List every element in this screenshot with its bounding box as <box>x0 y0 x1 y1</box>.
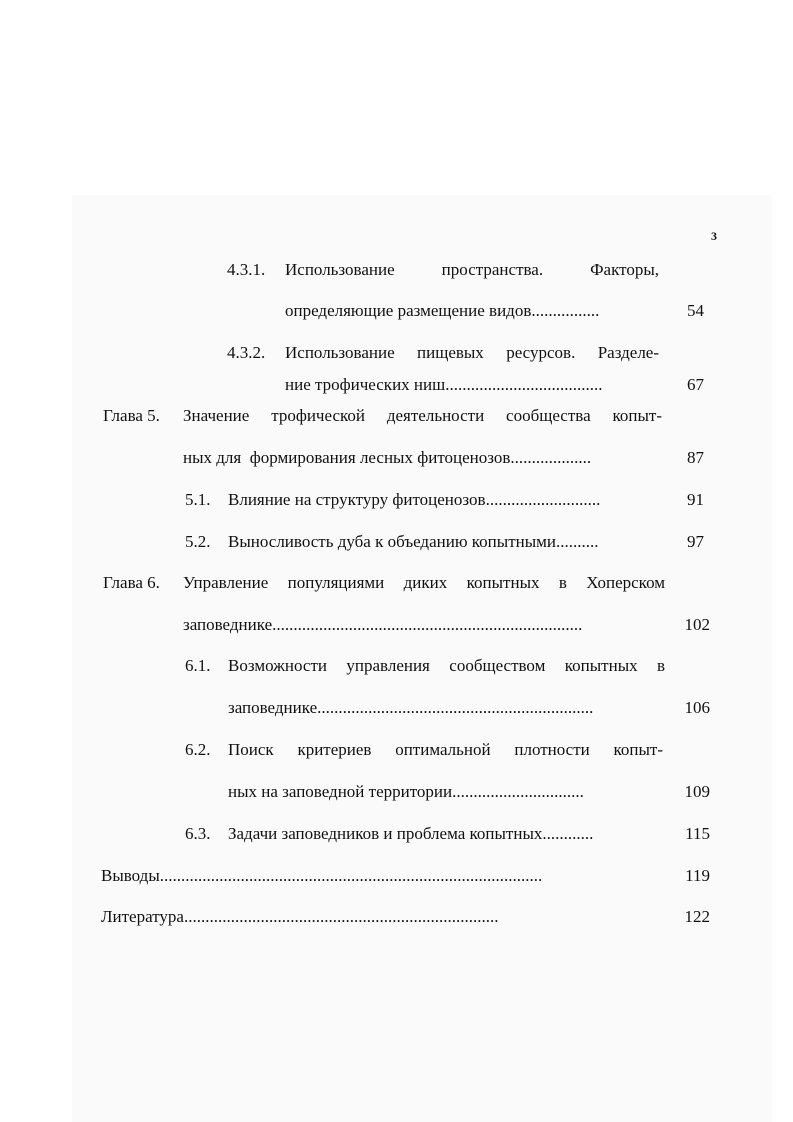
toc-page: 102 <box>684 615 710 634</box>
toc-number: Глава 5. <box>103 406 160 425</box>
toc-chapter-6-line2 <box>0 614 793 636</box>
toc-page: 119 <box>685 866 710 885</box>
toc-number: 6.1. <box>185 656 211 675</box>
toc-entry-literature <box>0 906 793 928</box>
toc-entry-4-3-2-line2 <box>0 374 793 396</box>
toc-title: Выводы.......................................................................................... <box>101 866 543 885</box>
toc-title-cont: ных на заповедной территории............................... <box>228 782 584 801</box>
dot-leader: ......................................................................... <box>272 615 583 634</box>
toc-title-cont: ных для формирования лесных фитоценозов................... <box>183 448 592 467</box>
toc-entry-4-3-1-line2 <box>0 300 793 322</box>
toc-page: 91 <box>687 490 704 509</box>
page-number: 3 <box>711 229 717 243</box>
toc-page: 115 <box>685 824 710 843</box>
dot-leader: .......... <box>556 532 599 551</box>
toc-page: 54 <box>687 301 704 320</box>
toc-title-cont: определяющие размещение видов................ <box>285 301 600 320</box>
toc-entry-6-1-line1 <box>0 655 793 677</box>
toc-page: 87 <box>687 448 704 467</box>
toc-number: 5.2. <box>185 532 211 551</box>
toc-chapter-6-line1 <box>0 572 793 594</box>
dot-leader: ................ <box>531 301 600 320</box>
toc-chapter-5-line2 <box>0 447 793 469</box>
toc-entry-5-2 <box>0 531 793 553</box>
toc-entry-6-1-line2 <box>0 697 793 719</box>
toc-entry-6-3 <box>0 823 793 845</box>
toc-title: Выносливость дуба к объеданию копытными.......... <box>228 532 599 551</box>
toc-entry-4-3-1-line1 <box>0 259 793 281</box>
dot-leader: .......................................................................... <box>183 907 499 926</box>
toc-entry-conclusions <box>0 865 793 887</box>
toc-page: 97 <box>687 532 704 551</box>
toc-title: Влияние на структуру фитоценозов........................... <box>228 490 601 509</box>
toc-title: Возможности управления сообществом копытных в <box>228 656 666 675</box>
dot-leader: ................... <box>510 448 592 467</box>
toc-page: 122 <box>684 907 710 926</box>
toc-number: 4.3.2. <box>227 343 266 362</box>
dot-leader: ..................................... <box>445 375 603 394</box>
toc-title: Значение трофической деятельности сообщества копыт- <box>183 406 662 425</box>
toc-entry-6-2-line1 <box>0 739 793 761</box>
toc-number: 5.1. <box>185 490 211 509</box>
toc-title: Управление популяциями диких копытных в Хоперском <box>183 573 666 592</box>
toc-entry-4-3-2-line1 <box>0 342 793 364</box>
toc-page: 106 <box>684 698 710 717</box>
toc-number: Глава 6. <box>103 573 160 592</box>
dot-leader: ................................................................. <box>317 698 594 717</box>
dot-leader: ............ <box>542 824 594 843</box>
toc-title: Использование пространства. Факторы, <box>285 260 660 279</box>
toc-title-cont: заповеднике................................................................. <box>228 698 594 717</box>
dot-leader: ............................... <box>452 782 584 801</box>
toc-page: 67 <box>687 375 704 394</box>
toc-page: 109 <box>684 782 710 801</box>
toc-title-cont: заповеднике......................................................................... <box>183 615 583 634</box>
toc-title: Поиск критериев оптимальной плотности копыт- <box>228 740 664 759</box>
dot-leader: .......................................................................................... <box>159 866 543 885</box>
toc-entry-6-2-line2 <box>0 781 793 803</box>
toc-chapter-5-line1 <box>0 405 793 427</box>
toc-title: Задачи заповедников и проблема копытных............ <box>228 824 594 843</box>
toc-title: Использование пищевых ресурсов. Разделе- <box>285 343 660 362</box>
toc-entry-5-1 <box>0 489 793 511</box>
dot-leader: ........................... <box>485 490 601 509</box>
toc-number: 6.2. <box>185 740 211 759</box>
toc-number: 6.3. <box>185 824 211 843</box>
toc-number: 4.3.1. <box>227 260 266 279</box>
toc-title-cont: ние трофических ниш..................................... <box>285 375 603 394</box>
toc-title: Литература.......................................................................... <box>101 907 499 926</box>
